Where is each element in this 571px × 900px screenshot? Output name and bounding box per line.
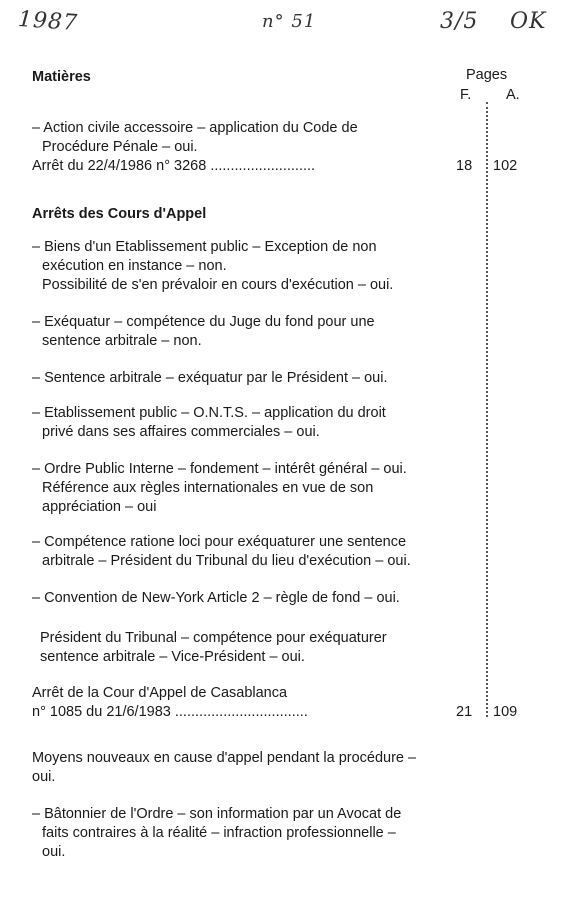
list-item — [32, 238, 452, 295]
entry-reference — [32, 157, 518, 176]
handwritten-fraction: 3/5 — [440, 9, 479, 34]
reference-text: n° 1085 du 21/6/1983 ................................. — [32, 704, 308, 720]
handwritten-ok: OK — [510, 9, 547, 34]
matieres-heading: Matières — [32, 69, 91, 85]
entry-reference — [32, 703, 518, 722]
item-line: – Exéquatur – compétence du Juge du fond pour une — [32, 314, 375, 330]
item-line: arbitrale – Président du Tribunal du lieu d'exécution – oui. — [42, 553, 411, 569]
column-f-label: F. — [460, 87, 472, 103]
entry-line: Moyens nouveaux en cause d'appel pendant la procédure – — [32, 750, 417, 766]
entry-action-civile — [32, 119, 452, 157]
entry-line: faits contraires à la réalité – infraction professionnelle – — [42, 825, 396, 841]
item-line: Référence aux règles internationales en vue de son — [42, 480, 374, 496]
page-f-number: 18 — [456, 158, 473, 174]
item-line: – Compétence ratione loci pour exéquaturer une sentence — [32, 534, 407, 550]
entry-line: – Bâtonnier de l'Ordre – son information par un Avocat de — [32, 806, 402, 822]
column-divider — [486, 102, 488, 717]
pages-heading: Pages — [466, 67, 508, 83]
item-line: – Biens d'un Etablissement public – Exception de non — [32, 239, 377, 255]
entry-line: oui. — [42, 844, 66, 860]
reference-text: Arrêt du 22/4/1986 n° 3268 .......................... — [32, 158, 316, 174]
section-title: Arrêts des Cours d'Appel — [32, 206, 207, 222]
page-f-number: 21 — [456, 704, 473, 720]
item-line: – Ordre Public Interne – fondement – intérêt général – oui. — [32, 461, 407, 477]
entry-cour-appel — [32, 684, 452, 703]
entry-line: – Action civile accessoire – application du Code de — [32, 120, 358, 136]
entry-batonnier — [32, 805, 452, 862]
item-line: exécution en instance – non. — [42, 258, 227, 274]
item-line: Président du Tribunal – compétence pour exéquaturer — [40, 630, 387, 646]
list-item — [32, 589, 452, 608]
list-item — [32, 460, 452, 517]
item-line: appréciation – oui — [42, 499, 157, 515]
handwritten-number: n° 51 — [262, 11, 317, 32]
item-line: sentence arbitrale – Vice-Président – oui. — [40, 649, 305, 665]
item-line: sentence arbitrale – non. — [42, 333, 202, 349]
item-line: privé dans ses affaires commerciales – oui. — [42, 424, 320, 440]
entry-moyens-nouveaux — [32, 749, 452, 787]
item-line: – Convention de New-York Article 2 – règle de fond – oui. — [32, 590, 400, 606]
entry-line: Arrêt de la Cour d'Appel de Casablanca — [32, 685, 288, 701]
list-item — [32, 313, 452, 351]
page-a-number: 102 — [493, 158, 518, 174]
entry-line: oui. — [32, 769, 56, 785]
handwritten-year: 1987 — [17, 6, 79, 37]
list-item — [32, 533, 452, 571]
item-line: – Etablissement public – O.N.T.S. – application du droit — [32, 405, 386, 421]
list-item — [32, 404, 452, 442]
entry-line: Procédure Pénale – oui. — [42, 139, 198, 155]
item-line: – Sentence arbitrale – exéquatur par le Président – oui. — [32, 370, 388, 386]
page-a-number: 109 — [493, 704, 518, 720]
column-a-label: A. — [506, 87, 520, 103]
list-item — [32, 369, 452, 388]
item-line: Possibilité de s'en prévaloir en cours d'exécution – oui. — [42, 277, 394, 293]
list-item — [40, 629, 460, 667]
